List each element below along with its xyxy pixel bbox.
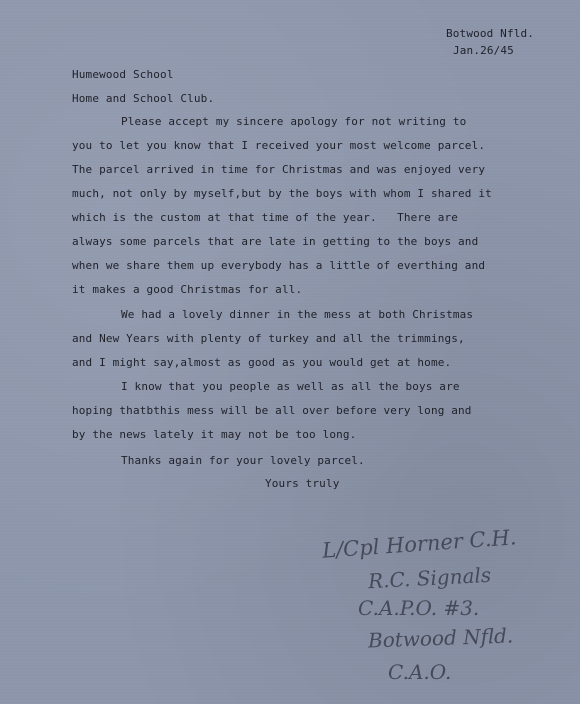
- body-line-11: and I might say,almost as good as you would get at home.: [72, 356, 452, 369]
- body-line-5: which is the custom at that time of the year. There are: [72, 211, 459, 224]
- body-line-7: when we share them up everybody has a little of everthing and: [72, 259, 486, 272]
- signature-line-3: C.A.P.O. #3.: [358, 596, 480, 620]
- body-line-1: Please accept my sincere apology for not writing to: [121, 115, 467, 128]
- body-line-8: it makes a good Christmas for all.: [72, 283, 303, 296]
- signature-line-2: R.C. Signals: [367, 562, 492, 594]
- body-line-4: much, not only by myself,but by the boys with whom I shared it: [72, 187, 492, 200]
- closing-line: Yours truly: [265, 477, 340, 490]
- body-line-9: We had a lovely dinner in the mess at both Christmas: [121, 308, 474, 321]
- signature-line-5: C.A.O.: [388, 660, 452, 684]
- letter-place: Botwood Nfld.: [446, 27, 535, 40]
- body-line-3: The parcel arrived in time for Christmas and was enjoyed very: [72, 163, 486, 176]
- body-line-12: I know that you people as well as all the boys are: [121, 380, 460, 393]
- body-line-10: and New Years with plenty of turkey and all the trimmings,: [72, 332, 465, 345]
- recipient-line-1: Humewood School: [72, 68, 174, 81]
- recipient-line-2: Home and School Club.: [72, 92, 215, 105]
- signature-line-1: L/Cpl Horner C.H.: [321, 525, 518, 563]
- body-line-13: hoping thatbthis mess will be all over before very long and: [72, 404, 472, 417]
- body-line-2: you to let you know that I received your most welcome parcel.: [72, 139, 486, 152]
- body-line-14: by the news lately it may not be too long.: [72, 428, 357, 441]
- body-line-15: Thanks again for your lovely parcel.: [121, 454, 365, 467]
- signature-line-4: Botwood Nfld.: [367, 623, 514, 653]
- body-line-6: always some parcels that are late in getting to the boys and: [72, 235, 479, 248]
- letter-date: Jan.26/45: [453, 44, 514, 57]
